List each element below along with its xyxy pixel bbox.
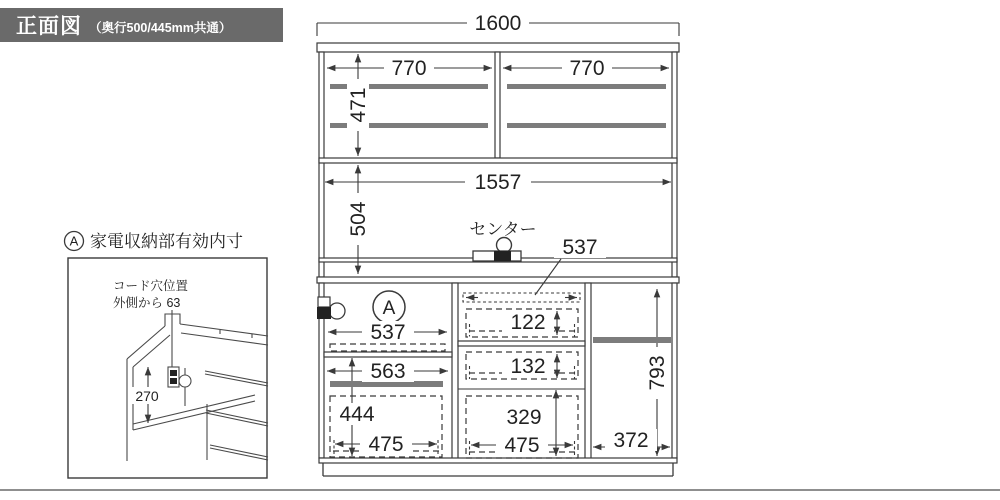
outlet-icon-left — [317, 297, 345, 319]
dim-471-label: 471 — [347, 87, 370, 123]
page-subtitle: （奥行500/445mm共通） — [89, 20, 232, 35]
cord-loop-icon — [179, 375, 191, 387]
dim-132-label: 132 — [510, 355, 546, 378]
dim-475-left-label: 475 — [368, 433, 404, 456]
page-divider — [0, 489, 1000, 491]
center-label: センター — [469, 220, 537, 239]
dim-329-label: 329 — [506, 406, 542, 429]
dim-537-hutch-label: 537 — [562, 236, 598, 259]
dim-475-center-label: 475 — [504, 434, 540, 457]
right-shelf-bay — [593, 337, 671, 343]
dim-270-label: 270 — [135, 388, 159, 404]
dim-770-left-label: 770 — [391, 57, 427, 80]
dim-1557-label: 1557 — [474, 171, 522, 194]
dim-537-appliance-label: 537 — [370, 321, 406, 344]
detail-title: 家電収納部有効内寸 — [90, 232, 243, 251]
dim-770-right-label: 770 — [569, 57, 605, 80]
marker-a-label: A — [382, 298, 396, 319]
dim-444-label: 444 — [339, 403, 375, 426]
dim-1600-label: 1600 — [474, 12, 522, 35]
cord-hole-note-line2: 外側から 63 — [113, 296, 181, 310]
dim-372-label: 372 — [613, 429, 649, 452]
detail-marker-label: A — [69, 233, 79, 249]
detail-view — [65, 232, 269, 479]
dim-793-label: 793 — [646, 355, 669, 391]
dim-563-label: 563 — [370, 360, 406, 383]
cord-outlet-bracket-icon — [168, 367, 179, 387]
dim-122-label: 122 — [510, 311, 546, 334]
page-title: 正面図 — [16, 15, 82, 38]
cord-hole-note-line1: コード穴位置 — [113, 279, 189, 293]
outlet-icon — [473, 238, 521, 262]
dim-504-label: 504 — [347, 201, 370, 237]
title-bar — [0, 8, 283, 42]
